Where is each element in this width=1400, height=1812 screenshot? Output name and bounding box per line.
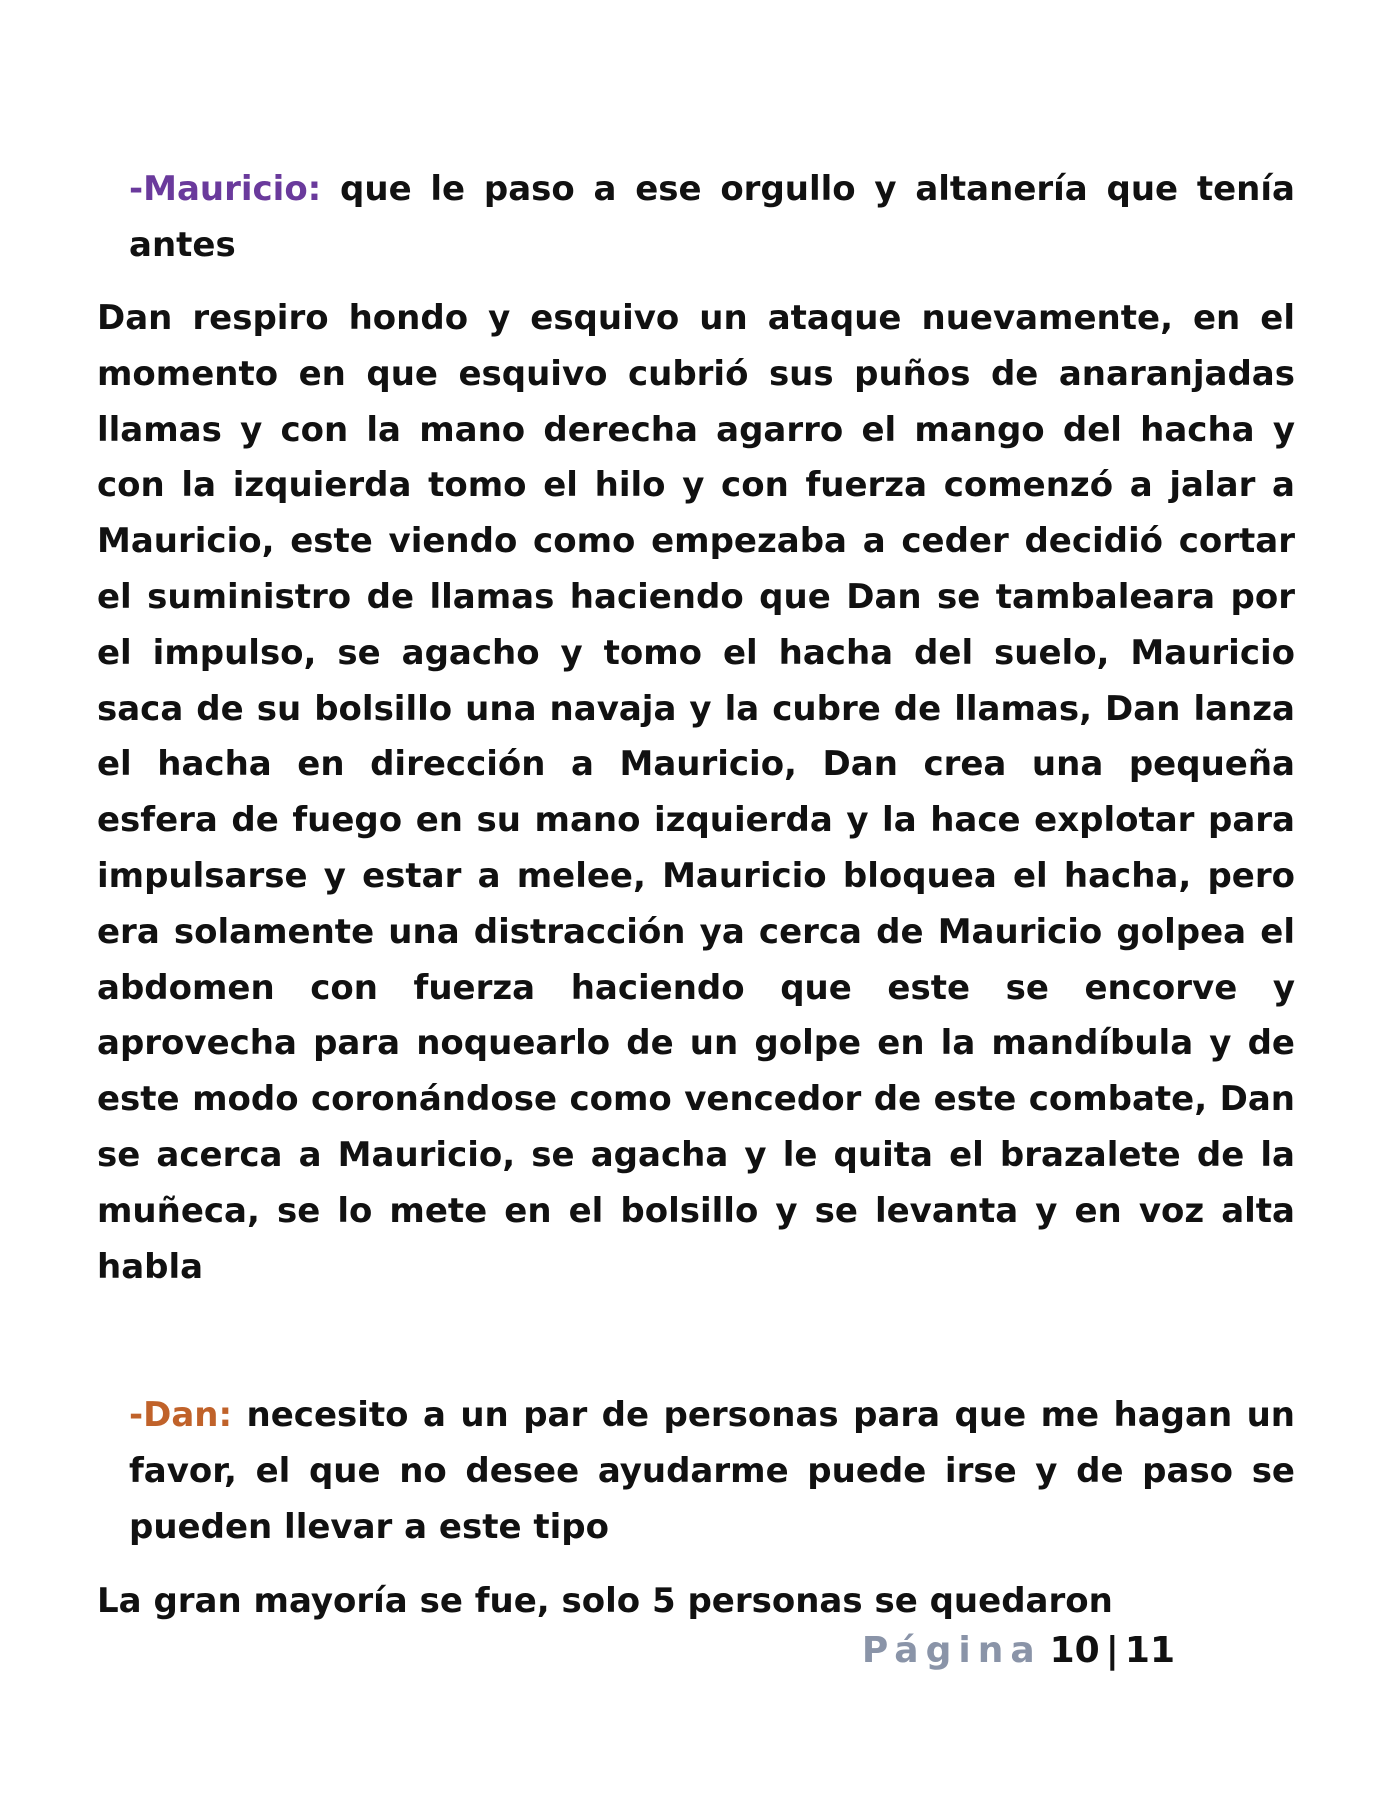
dialogue-text: necesito a un par de personas para que me hagan un favor, el que no desee ayudarme puede irse y de paso se pueden llevar a este tipo (129, 1395, 1295, 1547)
narration-paragraph: La gran mayoría se fue, solo 5 personas se quedaron (97, 1581, 1113, 1621)
dialogue-mauricio (129, 162, 1295, 274)
page-separator: | (1105, 1630, 1119, 1671)
dialogue-text: que le paso a ese orgullo y altanería que tenía antes (129, 169, 1295, 265)
speaker-label-dan: -Dan: (129, 1395, 233, 1435)
page-number: 10 (1049, 1630, 1100, 1671)
narration-paragraph: Dan respiro hondo y esquivo un ataque nuevamente, en el momento en que esquivo cubrió sus puños de anaranjadas llamas y con la mano derecha agarro el mango del hacha y con la izquierda tomo el hilo y con fuerza comenzó a jalar a Mauricio, este viendo como empezaba a ceder decidió cortar el suministro de llamas haciendo que Dan se tambaleara por el impulso, se agacho y tomo el hacha del suelo, Mauricio saca de su bolsillo una navaja y la cubre de llamas, Dan lanza el hacha en dirección a Mauricio, Dan crea una pequeña esfera de fuego en su mano izquierda y la hace explotar para impulsarse y estar a melee, Mauricio bloquea el hacha, pero era solamente una distracción ya cerca de Mauricio golpea el abdomen con fuerza haciendo que este se encorve y aprovecha para noquearlo de un golpe en la mandíbula y de este modo coronándose como vencedor de este combate, Dan se acerca a Mauricio, se agacha y le quita el brazalete de la muñeca, se lo mete en el bolsillo y se levanta y en voz alta habla (97, 298, 1295, 1287)
page-footer (862, 1630, 1175, 1671)
dialogue-dan (129, 1388, 1295, 1555)
page-label: Página (861, 1630, 1042, 1671)
speaker-label-mauricio: -Mauricio: (129, 169, 322, 209)
page-total: 11 (1124, 1630, 1175, 1671)
